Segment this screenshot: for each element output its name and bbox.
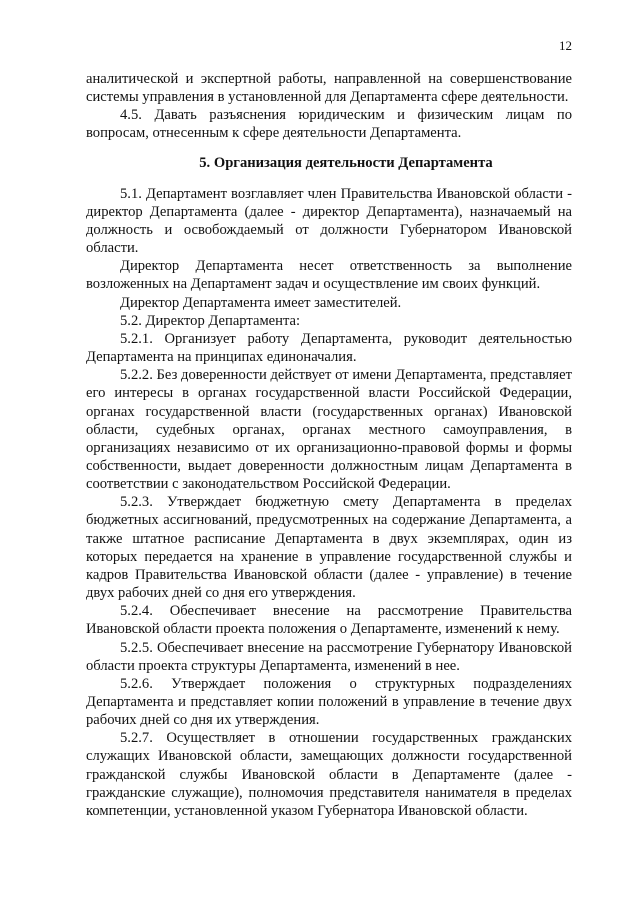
document-body xyxy=(86,70,572,820)
paragraph-5-1: 5.1. Департамент возглавляет член Правительства Ивановской области - директор Департамента (далее - директор Департамента), назначаемый на должность и освобождаемый от должности Губернатором Ивановской области. xyxy=(86,185,572,257)
paragraph-5-2-2: 5.2.2. Без доверенности действует от имени Департамента, представляет его интересы в органах государственной власти Российской Федерации, органах государственной власти (государственных органах) Ивановской области, судебных органах, органах местного самоуправления, в организациях независимо от их организационно-правовой формы и формы собственности, выдает доверенности должностным лицам Департамента в соответствии с законодательством Российской Федерации. xyxy=(86,367,572,493)
paragraph-5-2-5: 5.2.5. Обеспечивает внесение на рассмотрение Губернатору Ивановской области проекта структуры Департамента, изменений в нее. xyxy=(86,639,572,674)
paragraph-director-deputies: Директор Департамента имеет заместителей. xyxy=(120,294,402,311)
paragraph-5-2-1: 5.2.1. Организует работу Департамента, руководит деятельностью Департамента на принципах единоначалия. xyxy=(86,330,572,366)
paragraph-5-2-6: 5.2.6. Утверждает положения о структурных подразделениях Департамента и представляет копии положений в управление в течение двух рабочих дней со дня их утверждения. xyxy=(86,675,572,729)
paragraph-4-5: 4.5. Давать разъяснения юридическим и физическим лицам по вопросам, отнесенным к сфере деятельности Департамента. xyxy=(86,107,572,142)
paragraph-director-responsibility: Директор Департамента несет ответственность за выполнение возложенных на Департамент задач и осуществление им своих функций. xyxy=(86,258,572,293)
paragraph-5-2: 5.2. Директор Департамента: xyxy=(120,312,301,329)
paragraph-5-2-7: 5.2.7. Осуществляет в отношении государственных гражданских служащих Ивановской области, замещающих должности государственной гражданской службы Ивановской области в Департаменте (далее - гражданские служащие), полномочия представителя нанимателя в пределах компетенции, установленной указом Губернатора Ивановской области. xyxy=(86,730,572,819)
section-title: 5. Организация деятельности Департамента xyxy=(199,154,493,171)
paragraph-5-2-3: 5.2.3. Утверждает бюджетную смету Департамента в пределах бюджетных ассигнований, предусмотренных на содержание Департамента, а также штатное расписание Департамента в двух экземплярах, один из которых передается на хранение в управление государственной службы и кадров Правительства Ивановской области (далее - управление) в течение двух рабочих дней со дня его утверждения. xyxy=(86,494,572,602)
page-number: 12 xyxy=(559,38,572,53)
paragraph-5-2-4: 5.2.4. Обеспечивает внесение на рассмотрение Правительства Ивановской области проекта положения о Департаменте, изменений к нему. xyxy=(86,603,572,638)
paragraph-continuation: аналитической и экспертной работы, направленной на совершенствование системы управления в установленной для Департамента сфере деятельности. xyxy=(86,71,572,106)
